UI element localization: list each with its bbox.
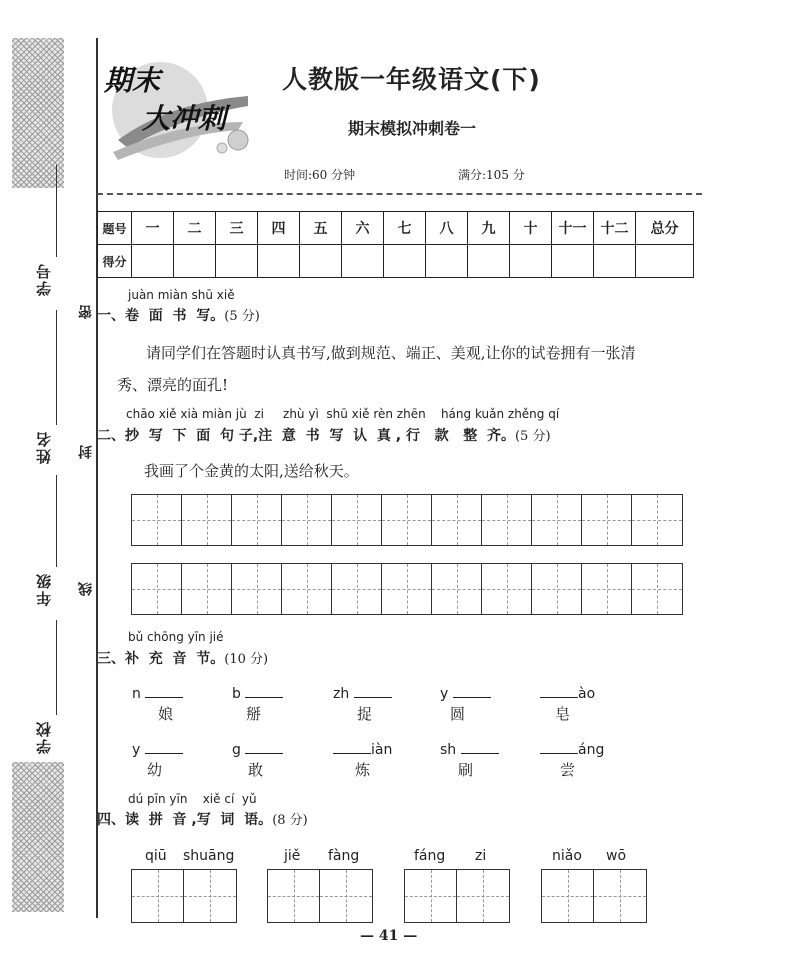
syllable-char-6: 幼 bbox=[147, 761, 163, 779]
grid-cell[interactable] bbox=[632, 495, 682, 545]
grid-cell[interactable] bbox=[382, 495, 432, 545]
answer-blank[interactable] bbox=[333, 739, 371, 754]
col-header: 五 bbox=[300, 212, 342, 245]
syllable-char-9: 刷 bbox=[458, 761, 474, 779]
q1-title-text: 一、卷 面 书 写。 bbox=[97, 308, 225, 324]
answer-blank[interactable] bbox=[245, 683, 283, 698]
score-cell[interactable] bbox=[552, 245, 594, 278]
word-pinyin-2b: fàng bbox=[328, 848, 360, 864]
score-label-cell: 得分 bbox=[98, 245, 132, 278]
score-table bbox=[97, 211, 694, 278]
col-header: 十 bbox=[510, 212, 552, 245]
syllable-initial: g bbox=[232, 742, 241, 758]
syllable-char-2: 掰 bbox=[246, 705, 262, 723]
header-label-cell: 题号 bbox=[98, 212, 132, 245]
grid-cell[interactable] bbox=[132, 495, 182, 545]
col-header-total: 总分 bbox=[636, 212, 694, 245]
grid-cell[interactable] bbox=[182, 564, 232, 614]
syllable-char-7: 敢 bbox=[248, 761, 264, 779]
q2-pinyin: chāo xiě xià miàn jù zi zhù yì shū xiě rèn zhēn háng kuǎn zhěng qí bbox=[126, 407, 560, 421]
q1-title bbox=[97, 305, 260, 325]
answer-blank[interactable] bbox=[540, 683, 578, 698]
syllable-fill-9[interactable] bbox=[440, 739, 499, 758]
syllable-fill-7[interactable] bbox=[232, 739, 283, 758]
answer-blank[interactable] bbox=[245, 739, 283, 754]
syllable-initial: b bbox=[232, 686, 241, 702]
col-header: 四 bbox=[258, 212, 300, 245]
page-title: 人教版一年级语文(下) bbox=[282, 65, 541, 94]
seal-xian: 线 bbox=[78, 582, 94, 596]
answer-blank[interactable] bbox=[461, 739, 499, 754]
q2-sentence: 我画了个金黄的太阳,送给秋天。 bbox=[144, 462, 359, 480]
score-cell[interactable] bbox=[132, 245, 174, 278]
score-cell[interactable] bbox=[384, 245, 426, 278]
syllable-fill-3[interactable] bbox=[333, 683, 392, 702]
q3-title-text: 三、补 充 音 节。 bbox=[97, 651, 225, 667]
syllable-fill-4[interactable] bbox=[440, 683, 491, 702]
syllable-initial: n bbox=[132, 686, 141, 702]
syllable-initial: sh bbox=[440, 742, 457, 758]
word-cell[interactable] bbox=[542, 870, 594, 922]
score-cell[interactable] bbox=[300, 245, 342, 278]
syllable-fill-10[interactable] bbox=[540, 739, 604, 758]
word-box-4[interactable] bbox=[541, 869, 647, 923]
syllable-fill-5[interactable] bbox=[540, 683, 595, 702]
grid-cell[interactable] bbox=[132, 564, 182, 614]
col-header: 二 bbox=[174, 212, 216, 245]
score-cell[interactable] bbox=[174, 245, 216, 278]
writing-grid-1[interactable] bbox=[131, 494, 683, 546]
score-cell[interactable] bbox=[216, 245, 258, 278]
syllable-initial: zh bbox=[333, 686, 350, 702]
col-header: 一 bbox=[132, 212, 174, 245]
q4-pinyin: dú pīn yīn xiě cí yǔ bbox=[128, 792, 257, 806]
q4-title bbox=[97, 809, 308, 829]
q1-pinyin: juàn miàn shū xiě bbox=[128, 288, 235, 302]
syllable-final: iàn bbox=[371, 742, 393, 758]
seal-mi: 密 bbox=[78, 305, 94, 319]
time-limit: 时间:60 分钟 bbox=[284, 168, 356, 182]
grid-cell[interactable] bbox=[432, 495, 482, 545]
syllable-char-4: 圆 bbox=[450, 705, 466, 723]
col-header: 八 bbox=[426, 212, 468, 245]
syllable-char-5: 皂 bbox=[555, 705, 571, 723]
score-cell[interactable] bbox=[468, 245, 510, 278]
q1-points: (5 分) bbox=[224, 309, 260, 324]
margin-border-line bbox=[96, 38, 98, 918]
syllable-initial: y bbox=[132, 742, 141, 758]
col-header: 十二 bbox=[594, 212, 636, 245]
word-pinyin-3b: zi bbox=[475, 848, 487, 864]
writing-grid-2[interactable] bbox=[131, 563, 683, 615]
grid-cell[interactable] bbox=[332, 564, 382, 614]
grid-cell[interactable] bbox=[532, 495, 582, 545]
score-cell[interactable] bbox=[342, 245, 384, 278]
q1-text-line1: 请同学们在答题时认真书写,做到规范、端正、美观,让你的试卷拥有一张清 bbox=[146, 344, 636, 362]
col-header: 七 bbox=[384, 212, 426, 245]
score-table-header-row bbox=[98, 212, 694, 245]
q1-text-line2: 秀、漂亮的面孔! bbox=[117, 376, 229, 394]
q2-title bbox=[97, 425, 551, 445]
q4-points: (8 分) bbox=[272, 813, 308, 828]
score-table-score-row bbox=[98, 245, 694, 278]
col-header: 六 bbox=[342, 212, 384, 245]
margin-pattern-bottom bbox=[12, 762, 64, 912]
word-box-2[interactable] bbox=[267, 869, 373, 923]
grade-line bbox=[56, 475, 57, 567]
syllable-char-3: 捉 bbox=[357, 705, 373, 723]
word-pinyin-4b: wō bbox=[606, 848, 627, 864]
word-cell[interactable] bbox=[594, 870, 646, 922]
score-cell[interactable] bbox=[258, 245, 300, 278]
answer-blank[interactable] bbox=[145, 739, 183, 754]
q4-title-text: 四、读 拼 音 ,写 词 语。 bbox=[97, 812, 273, 828]
header-divider bbox=[97, 193, 702, 195]
word-box-1[interactable] bbox=[131, 869, 237, 923]
grid-cell[interactable] bbox=[582, 564, 632, 614]
grid-cell[interactable] bbox=[282, 495, 332, 545]
q2-points: (5 分) bbox=[514, 429, 551, 444]
grid-cell[interactable] bbox=[182, 495, 232, 545]
name-line bbox=[56, 310, 57, 425]
word-pinyin-2a: jiě bbox=[284, 848, 301, 864]
word-cell[interactable] bbox=[132, 870, 184, 922]
answer-blank[interactable] bbox=[540, 739, 578, 754]
word-pinyin-1b: shuāng bbox=[183, 848, 235, 864]
col-header: 九 bbox=[468, 212, 510, 245]
grid-cell[interactable] bbox=[432, 564, 482, 614]
grid-cell[interactable] bbox=[232, 564, 282, 614]
grid-cell[interactable] bbox=[332, 495, 382, 545]
grid-cell[interactable] bbox=[282, 564, 332, 614]
q3-points: (10 分) bbox=[224, 652, 269, 667]
word-cell[interactable] bbox=[405, 870, 457, 922]
answer-blank[interactable] bbox=[145, 683, 183, 698]
grid-cell[interactable] bbox=[482, 564, 532, 614]
grade-label: 年级 bbox=[35, 572, 53, 606]
logo-text-1: 期末 bbox=[104, 64, 161, 97]
word-pinyin-1a: qiū bbox=[145, 848, 167, 864]
word-cell[interactable] bbox=[268, 870, 320, 922]
school-line bbox=[56, 620, 57, 715]
seal-feng: 封 bbox=[78, 445, 94, 459]
syllable-fill-8[interactable] bbox=[333, 739, 392, 758]
score-cell[interactable] bbox=[594, 245, 636, 278]
student-no-label: 学号 bbox=[35, 262, 53, 296]
grid-cell[interactable] bbox=[532, 564, 582, 614]
syllable-fill-2[interactable] bbox=[232, 683, 283, 702]
word-box-3[interactable] bbox=[404, 869, 510, 923]
col-header: 十一 bbox=[552, 212, 594, 245]
answer-blank[interactable] bbox=[453, 683, 491, 698]
grid-cell[interactable] bbox=[482, 495, 532, 545]
school-label: 学校 bbox=[35, 720, 53, 754]
syllable-fill-1[interactable] bbox=[132, 683, 183, 702]
syllable-final: ào bbox=[578, 686, 596, 702]
name-label: 姓名 bbox=[35, 430, 53, 464]
score-cell[interactable] bbox=[426, 245, 468, 278]
page-subtitle: 期末模拟冲刺卷一 bbox=[348, 119, 477, 138]
page-number: — 41 — bbox=[360, 928, 418, 944]
syllable-initial: y bbox=[440, 686, 449, 702]
full-score: 满分:105 分 bbox=[458, 168, 525, 182]
answer-blank[interactable] bbox=[354, 683, 392, 698]
logo-text-2: 大冲刺 bbox=[142, 102, 227, 135]
q3-title bbox=[97, 648, 268, 668]
word-cell[interactable] bbox=[457, 870, 509, 922]
syllable-char-10: 尝 bbox=[560, 761, 576, 779]
syllable-char-8: 炼 bbox=[355, 761, 371, 779]
q3-pinyin: bǔ chōng yīn jié bbox=[128, 630, 224, 644]
score-cell-total[interactable] bbox=[636, 245, 694, 278]
word-cell[interactable] bbox=[320, 870, 372, 922]
word-cell[interactable] bbox=[184, 870, 236, 922]
grid-cell[interactable] bbox=[582, 495, 632, 545]
student-no-line bbox=[56, 165, 57, 257]
logo bbox=[98, 48, 258, 168]
word-pinyin-3a: fáng bbox=[414, 848, 446, 864]
grid-cell[interactable] bbox=[632, 564, 682, 614]
grid-cell[interactable] bbox=[382, 564, 432, 614]
q2-title-text: 二、抄 写 下 面 句 子,注 意 书 写 认 真 , 行 款 整 齐。 bbox=[97, 428, 515, 444]
syllable-final: áng bbox=[578, 742, 605, 758]
syllable-fill-6[interactable] bbox=[132, 739, 183, 758]
col-header: 三 bbox=[216, 212, 258, 245]
word-pinyin-4a: niǎo bbox=[552, 848, 582, 864]
syllable-char-1: 娘 bbox=[158, 705, 174, 723]
score-cell[interactable] bbox=[510, 245, 552, 278]
grid-cell[interactable] bbox=[232, 495, 282, 545]
